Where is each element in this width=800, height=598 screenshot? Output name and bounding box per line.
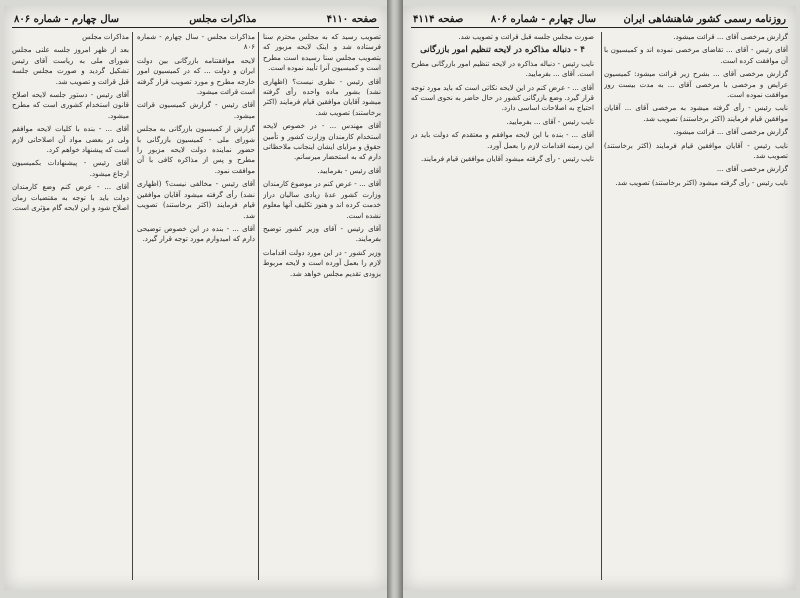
paragraph: آقای ... - عرض کنم در موضوع کارمندان وزارت کشور عدۀ زیادی سالیان دراز خدمت کرده اند و هنوز تکلیف آنها معلوم نشده است.: [263, 180, 381, 220]
paragraph: گزارش از کمیسیون بازرگانی به مجلس شورای ملی - کمیسیون بازرگانی با حضور نماینده دولت لایحه مزبور را مطرح و پس از مذاکره کافی با آن موافقت نمود.: [137, 125, 255, 175]
section-heading: ۴ - دنباله مذاکره در لایحه تنظیم امور بازرگانی: [420, 45, 585, 56]
right-column-1: [604, 32, 788, 580]
paragraph: آقای ... - عرض کنم وضع کارمندان دولت باید با توجه به مقتضیات زمان اصلاح شود و این لایحه گام مؤثری است.: [12, 183, 129, 213]
left-page: [4, 6, 387, 590]
paragraph: مذاکرات مجلس - سال چهارم - شماره ۸۰۶: [137, 33, 255, 52]
left-header-rule: [12, 27, 379, 28]
paragraph: نایب رئیس - رأی گرفته میشود به مرخصی آقای ... آقایان موافقین قیام فرمایند (اکثر برخاستند) تصویب شد.: [604, 104, 788, 123]
paragraph: تصویب رسید که به مجلس محترم سنا فرستاده شد و اینک لایحه مزبور که بتصویب مجلس سنا رسیده است مطرح است و کمیسیون آنرا تأیید نموده است.: [263, 33, 381, 73]
column-divider: [601, 32, 602, 580]
left-page-issue: سال چهارم - شماره ۸۰۶: [14, 13, 120, 25]
paragraph: گزارش مرخصی آقای ... بشرح زیر قرائت میشود: کمیسیون عرایض و مرخصی با مرخصی آقای ... به مدت بیست روز موافقت نموده است.: [604, 70, 788, 100]
paragraph: آقای ... - بنده با این لایحه موافقم و معتقدم که دولت باید در این زمینه اقدامات لازم را بعمل آورد.: [411, 131, 594, 150]
right-page-number: صفحه ۴۱۱۴: [413, 13, 464, 25]
paragraph: آقای رئیس - دستور جلسه لایحه اصلاح قانون استخدام کشوری است که مطرح میشود.: [12, 91, 129, 120]
paragraph: مذاکرات مجلس: [82, 33, 129, 41]
right-column-2: [411, 32, 594, 580]
right-page-header: [413, 12, 786, 26]
paragraph: آقای رئیس - آقای ... تقاضای مرخصی نموده اند و کمیسیون با آن موافقت کرده است.: [604, 46, 788, 65]
paragraph: گزارش مرخصی آقای ...: [716, 165, 788, 174]
right-page-newspaper-title: روزنامه رسمی کشور شاهنشاهی ایران: [623, 13, 786, 25]
paragraph: لایحه موافقتنامه بازرگانی بین دولت ایران و دولت ... که در کمیسیون امور خارجه مطرح و مورد تصویب قرار گرفته است قرائت میشود.: [137, 56, 255, 97]
right-header-rule: [411, 27, 788, 28]
paragraph: آقای رئیس - پیشنهادات بکمیسیون ارجاع میشود.: [12, 159, 129, 178]
paragraph: آقای رئیس - نظری نیست؟ (اظهاری نشد) بشور ماده واحده رأی گرفته میشود آقایان موافقین قیام فرمایند (اکثر برخاستند) تصویب شد.: [263, 77, 381, 117]
column-divider: [258, 32, 259, 580]
paragraph: نایب رئیس - رأی گرفته میشود (اکثر برخاستند) تصویب شد.: [615, 178, 788, 187]
paragraph: آقای ... - عرض کنم در این لایحه نکاتی است که باید مورد توجه قرار گیرد. وضع بازرگانی کشور در حال حاضر به نحوی است که احتیاج به اصلاحات اساسی دارد.: [411, 83, 594, 113]
paragraph: آقای مهندس ... - در خصوص لایحه استخدام کارمندان وزارت کشور و تأمین حقوق و مزایای ایشان اینجانب ملاحظاتی دارم که به استحضار میرسانم.: [263, 122, 381, 162]
left-column-3: [12, 32, 129, 580]
paragraph: آقای رئیس - بفرمایید.: [317, 166, 381, 175]
paragraph: آقای ... - بنده با کلیات لایحه موافقم ولی در بعضی مواد آن اصلاحاتی لازم است که پیشنهاد خواهم کرد.: [12, 125, 129, 155]
paragraph: وزیر کشور - در این مورد دولت اقدامات لازم را بعمل آورده است و لایحه مربوط بزودی تقدیم مجلس خواهد شد.: [263, 248, 381, 278]
paragraph: نایب رئیس - دنباله مذاکره در لایحه تنظیم امور بازرگانی مطرح است. آقای ... بفرمایید.: [411, 59, 594, 79]
right-page: [403, 6, 796, 590]
paragraph: آقای ... - بنده در این خصوص توضیحی دارم که امیدوارم مورد توجه قرار گیرد.: [137, 224, 255, 244]
paragraph: گزارش مرخصی آقای ... قرائت میشود.: [673, 33, 788, 41]
left-page-number: صفحه ۴۱۱۰: [326, 13, 377, 25]
paragraph: نایب رئیس - رأی گرفته میشود آقایان موافقین قیام فرمایند.: [421, 155, 594, 164]
paragraph: نایب رئیس - آقای ... بفرمایید.: [506, 117, 594, 126]
right-page-issue: سال چهارم - شماره ۸۰۶: [490, 13, 596, 25]
left-page-header: [14, 12, 377, 26]
left-page-session-title: مذاکرات مجلس: [189, 13, 257, 25]
paragraph: آقای رئیس - گزارش کمیسیون قرائت میشود.: [137, 101, 255, 120]
paragraph: بعد از ظهر امروز جلسه علنی مجلس شورای ملی به ریاست آقای رئیس تشکیل گردید و صورت مجلس جلسه قبل قرائت و تصویب شد.: [12, 46, 129, 86]
left-column-2: [137, 32, 255, 580]
left-column-1: [263, 32, 381, 580]
paragraph: صورت مجلس جلسه قبل قرائت و تصویب شد.: [458, 33, 594, 41]
paragraph: گزارش مرخصی آقای ... قرائت میشود.: [673, 128, 788, 137]
paragraph: آقای رئیس - آقای وزیر کشور توضیح بفرمایند.: [263, 224, 381, 244]
paragraph: نایب رئیس - آقایان موافقین قیام فرمایند (اکثر برخاستند) تصویب شد.: [604, 141, 788, 161]
column-divider: [132, 32, 133, 580]
book-gutter: [387, 0, 403, 598]
paragraph: آقای رئیس - مخالفی نیست؟ (اظهاری نشد) رأی گرفته میشود آقایان موافقین قیام فرمایند (اکثر برخاستند) تصویب شد.: [137, 180, 255, 220]
